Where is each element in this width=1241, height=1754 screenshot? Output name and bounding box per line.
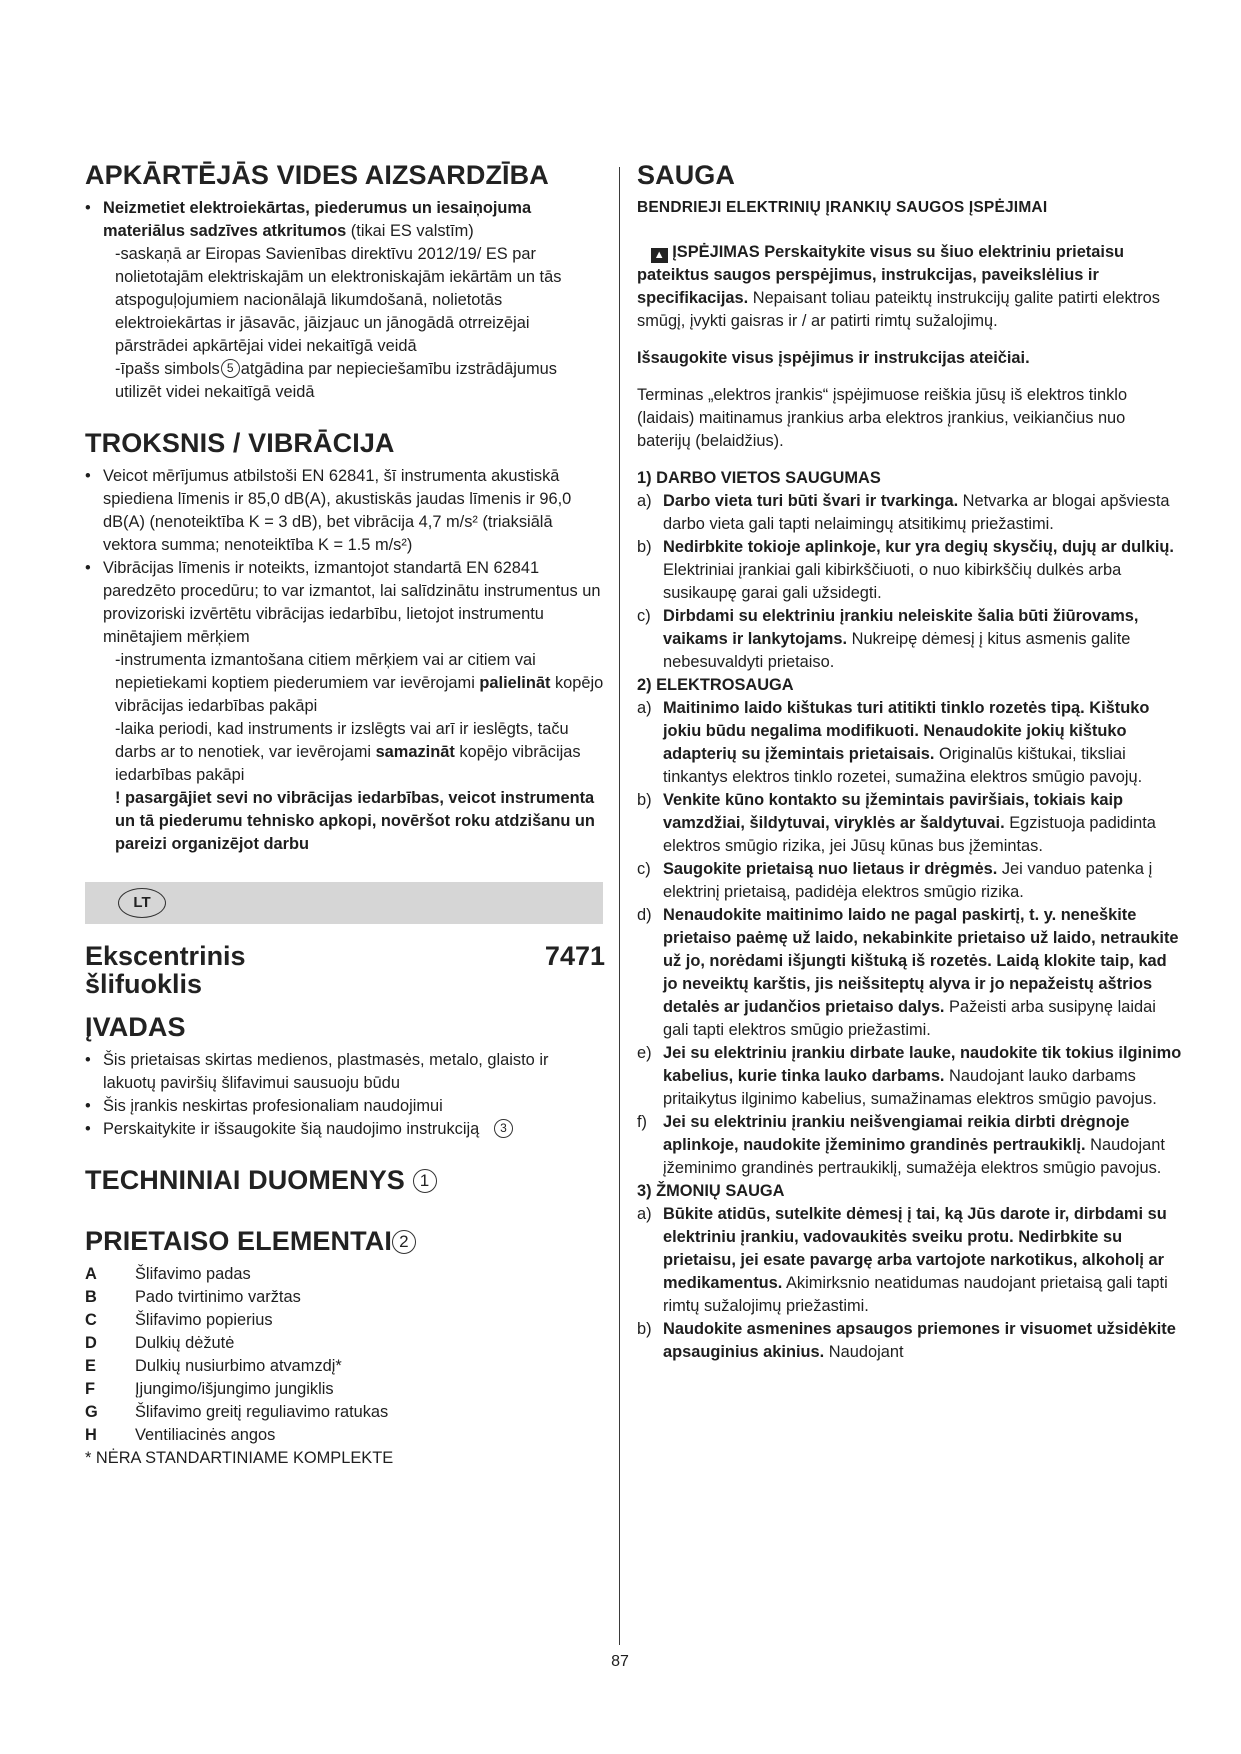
item-bold: Venkite kūno kontakto su įžemintais paviršiais, tokiais kaip vamzdžiai, šildytuvai, viryklės ar šaldytuvai.	[663, 791, 1124, 832]
intro-item: • Šis įrankis neskirtas profesionaliam naudojimui	[85, 1095, 605, 1118]
item-key: a)	[637, 492, 652, 510]
elements-heading	[85, 1226, 605, 1257]
item-bold: Jei su elektriniu įrankiu neišvengiamai reikia dirbti drėgnoje aplinkoje, naudokite įžeminimo grandinės pertraukiklį.	[663, 1113, 1130, 1154]
intro-heading: ĮVADAS	[85, 1012, 186, 1042]
noise-sub2	[85, 718, 605, 787]
item-key: a)	[637, 1205, 652, 1223]
keep-instructions: Išsaugokite visus įspėjimus ir instrukcijas ateičiai.	[637, 349, 1030, 367]
part-key: E	[85, 1357, 96, 1375]
item-key: d)	[637, 906, 652, 924]
right-column	[637, 160, 1182, 1364]
env-sub2-a: -īpašs simbols	[115, 360, 220, 378]
column-divider	[619, 167, 620, 1645]
noise-sub1-b: palielināt	[479, 674, 551, 692]
warning-triangle-icon: ▲	[651, 248, 668, 263]
env-bullet-bold: Neizmetiet elektroiekārtas, piederumus un iesaiņojuma materiālus sadzīves atkritumos	[103, 199, 532, 240]
part-key: A	[85, 1265, 97, 1283]
part-label: Šlifavimo popierius	[135, 1311, 273, 1329]
part-key: B	[85, 1288, 97, 1306]
safety-subheading: BENDRIEJI ELEKTRINIŲ ĮRANKIŲ SAUGOS ĮSPĖJIMAI	[637, 199, 1048, 216]
page-number: 87	[611, 1653, 629, 1670]
item-rest: Netvarka ar blogai apšviesta darbo vieta gali tapti nelaimingų atsitikimų priežastimi.	[663, 492, 1170, 533]
item-bold: Būkite atidūs, sutelkite dėmesį į tai, ką Jūs darote ir, dirbdami su elektriniu įrankiu, vadovaukitės sveiku protu. Nedirbkite su prietaisu, jei esate pavargę arba vartojote narkotikus, alkoholį ar medikamentus.	[663, 1205, 1167, 1292]
item-bold: Naudokite asmenines apsaugos priemones ir visuomet užsidėkite apsauginius akinius.	[663, 1320, 1176, 1361]
list-item	[637, 697, 1182, 789]
item-rest: Pažeisti arba susipynę laidai gali tapti elektros smūgio priežastimi.	[663, 998, 1156, 1039]
part-label: Šlifavimo padas	[135, 1265, 251, 1283]
env-sub1: -saskaņā ar Eiropas Savienības direktīvu 2012/19/ ES par nolietotajām elektriskajām un elektroniskajām iekārtām un tās atspoguļojumiem nacionālajā likumdošanā, nolietotās elektroiekārtas ir jāsavāc, jāizjauc un jānogādā otrreizējai pārstrādei apkārtējai videi nekaitīgā veidā	[115, 245, 562, 355]
item-rest: Nukreipę dėmesį į kitus asmenis galite nebesuvaldyti prietaiso.	[663, 630, 1131, 671]
item-key: b)	[637, 1320, 652, 1338]
noise-bullet-2: • Vibrācijas līmenis ir noteikts, izmantojot standartā EN 62841 paredzēto procedūru; to var izmantot, lai salīdzinātu instrumentus un provizoriski izvērtētu vibrācijas iedarbību, lietojot instrumentu minētajiem mērķiem	[85, 557, 605, 649]
item-rest: Egzistuoja padidinta elektros smūgio rizika, jei Jūsų kūnas bus įžemintas.	[663, 814, 1156, 855]
model-number: 7471	[544, 941, 605, 971]
noise-sub3: ! pasargājiet sevi no vibrācijas iedarbības, veicot instrumenta un tā piederumu tehnisko apkopi, novēršot roku atdzišanu un pareizi organizējot darbu	[115, 789, 595, 853]
product-title: Ekscentrinis šlifuoklis	[85, 941, 246, 999]
tech-heading-text: TECHNINIAI DUOMENYS	[85, 1165, 405, 1195]
item-bold: Nenaudokite maitinimo laido ne pagal paskirtį, t. y. neneškite prietaiso paėmę už laido, nekabinkite prietaiso už laido, netraukite už jo, norėdami išjungti kištuką iš rozetės. Laidą klokite taip, kad jo neveiktų karštis, jis neišsiteptų alyva ir jo nepažeistų aštrios detalės ar judančios prietaiso dalys.	[663, 906, 1179, 1016]
spacer	[637, 370, 1182, 384]
item-bold: Saugokite prietaisą nuo lietaus ir drėgmės.	[663, 860, 998, 878]
part-label: Šlifavimo greitį reguliavimo ratukas	[135, 1403, 389, 1421]
item-rest: Originalūs kištukai, tiksliai tinkantys elektros tinklo rozetei, sumažina elektros smūgio pavojų.	[663, 745, 1143, 786]
noise-list	[85, 465, 605, 649]
spacer	[637, 225, 1182, 241]
item-rest: Akimirksnio neatidumas naudojant prietaisą gali tapti rimtų sužalojimų priežastimi.	[663, 1274, 1168, 1315]
spacer	[637, 333, 1182, 347]
section-1-title: 1) DARBO VIETOS SAUGUMAS	[637, 469, 881, 487]
language-band	[85, 882, 603, 924]
warning-rest: Nepaisant toliau pateiktų instrukcijų galite patirti elektros smūgį, įvykti gaisras ir / ar patirti rimtų sužalojimų.	[637, 289, 1160, 330]
env-bullet	[85, 197, 605, 243]
circled-number-5-icon: 5	[221, 359, 240, 378]
noise-sub2-b: samazināt	[375, 743, 455, 761]
term-definition: Terminas „elektros įrankis“ įspėjimuose reiškia jūsų iš elektros tinklo (laidais) maitinamus įrankius arba elektros įrankius, veikiančius nuo baterijų (belaidžius).	[637, 386, 1128, 450]
env-sub2-b: atgādina par nepieciešamību izstrādājumus utilizēt videi nekaitīgā veidā	[115, 360, 557, 401]
list-item	[637, 605, 1182, 674]
parts-list	[85, 1263, 605, 1447]
warning-bold: ĮSPĖJIMAS Perskaitykite visus su šiuo elektriniu prietaisu pateiktus saugos perspėjimus, instrukcijas, paveikslėlius ir specifikacijas.	[637, 243, 1125, 307]
list-item	[637, 858, 1182, 904]
noise-sub2-a: -laika periodi, kad instruments ir izslēgts vai arī ir ieslēgts, taču darbs ar to nenotiek, var ievērojami	[115, 720, 569, 761]
noise-sub1-c: kopējo vibrācijas iedarbības pakāpi	[115, 674, 604, 715]
item-key: c)	[637, 607, 651, 625]
item-bold: Jei su elektriniu įrankiu dirbate lauke, naudokite tik tokius ilginimo kabelius, kurie tinka lauko darbams.	[663, 1044, 1182, 1085]
part-label: Ventiliacinės angos	[135, 1426, 276, 1444]
warning-paragraph	[637, 241, 1182, 333]
item-rest: Naudojant įžeminimo grandinės pertraukiklį, sumažėja elektros smūgio pavojus.	[663, 1136, 1165, 1177]
item-key: c)	[637, 860, 651, 878]
circled-number-1-icon: 1	[413, 1169, 437, 1193]
list-item	[637, 1203, 1182, 1318]
safety-heading: SAUGA	[637, 160, 736, 190]
part-key: H	[85, 1426, 97, 1444]
left-column	[85, 160, 605, 1470]
intro-list	[85, 1049, 605, 1141]
tech-heading	[85, 1165, 605, 1196]
part-label: Dulkių nusiurbimo atvamzdį*	[135, 1357, 342, 1375]
circled-number-3-icon: 3	[494, 1119, 513, 1138]
product-title-row	[85, 942, 605, 998]
list-item	[637, 490, 1182, 536]
item-key: b)	[637, 538, 652, 556]
item-key: f)	[637, 1113, 648, 1131]
part-label: Dulkių dėžutė	[135, 1334, 235, 1352]
intro-item: • Šis prietaisas skirtas medienos, plastmasės, metalo, glaisto ir lakuotų paviršių šlifavimui sausuoju būdu	[85, 1049, 605, 1095]
item-bold: Nedirbkite tokioje aplinkoje, kur yra degių skysčių, dujų ar dulkių.	[663, 538, 1174, 556]
noise-sub1-a: -instrumenta izmantošana citiem mērķiem vai ar citiem vai nepietiekami koptiem piederumiem var ievērojami	[115, 651, 536, 692]
list-item	[637, 1111, 1182, 1180]
env-sub2	[85, 358, 605, 404]
intro-last-text: Perskaitykite ir išsaugokite šią naudojimo instrukciją	[103, 1120, 480, 1138]
list-item	[637, 536, 1182, 605]
noise-sub1	[85, 649, 605, 718]
list-item	[637, 1318, 1182, 1364]
part-key: G	[85, 1403, 98, 1421]
spacer	[637, 453, 1182, 467]
item-rest: Naudojant lauko darbams pritaikytus ilginimo kabelius, sumažinamas elektros smūgio pavojus.	[663, 1067, 1157, 1108]
part-label: Įjungimo/išjungimo jungiklis	[135, 1380, 334, 1398]
noise-sub2-c: kopējo vibrācijas iedarbības pakāpi	[115, 743, 581, 784]
list-item	[637, 1042, 1182, 1111]
intro-item-last	[85, 1118, 605, 1141]
parts-footnote: * NĖRA STANDARTINIAME KOMPLEKTE	[85, 1449, 394, 1467]
part-key: C	[85, 1311, 97, 1329]
item-key: a)	[637, 699, 652, 717]
item-bold: Dirbdami su elektriniu įrankiu neleiskite šalia būti žiūrovams, vaikams ir lankytojams.	[663, 607, 1139, 648]
item-rest: Elektriniai įrankiai gali kibirkščiuoti, o nuo kibirkščių dulkės arba susikaupę garai gali užsidegti.	[663, 561, 1122, 602]
env-heading: APKĀRTĒJĀS VIDES AIZSARDZĪBA	[85, 160, 549, 190]
item-rest: Jei vanduo patenka į elektrinį prietaisą, padidėja elektros smūgio rizika.	[663, 860, 1153, 901]
section-2-title: 2) ELEKTROSAUGA	[637, 676, 794, 694]
noise-bullet-1: • Veicot mērījumus atbilstoši EN 62841, šī instrumenta akustiskā spiediena līmenis ir 85,0 dB(A), akustiskās jaudas līmenis ir 96,0 dB(A) (nenoteiktība K = 3 dB), bet vibrācija 4,7 m/s² (triaksiālā vektora summa; nenoteiktība K = 1.5 m/s²)	[85, 465, 605, 557]
item-key: b)	[637, 791, 652, 809]
circled-number-2-icon: 2	[392, 1230, 416, 1254]
part-label: Pado tvirtinimo varžtas	[135, 1288, 301, 1306]
list-item	[637, 904, 1182, 1042]
elements-heading-text: PRIETAISO ELEMENTAI	[85, 1226, 392, 1256]
list-item	[637, 789, 1182, 858]
noise-heading: TROKSNIS / VIBRĀCIJA	[85, 428, 395, 458]
language-badge: LT	[118, 888, 166, 918]
item-bold: Darbo vieta turi būti švari ir tvarkinga.	[663, 492, 959, 510]
item-key: e)	[637, 1044, 652, 1062]
item-bold: Maitinimo laido kištukas turi atitikti tinklo rozetės tipą. Kištuko jokiu būdu negalima modifikuoti. Nenaudokite jokių kištuko adapterių su įžemintais prietaisais.	[663, 699, 1150, 763]
item-rest: Naudojant	[824, 1343, 904, 1361]
part-key: F	[85, 1380, 96, 1398]
env-bullet-rest: (tikai ES valstīm)	[346, 222, 474, 240]
section-3-title: 3) ŽMONIŲ SAUGA	[637, 1182, 785, 1200]
part-key: D	[85, 1334, 97, 1352]
env-list	[85, 197, 605, 243]
